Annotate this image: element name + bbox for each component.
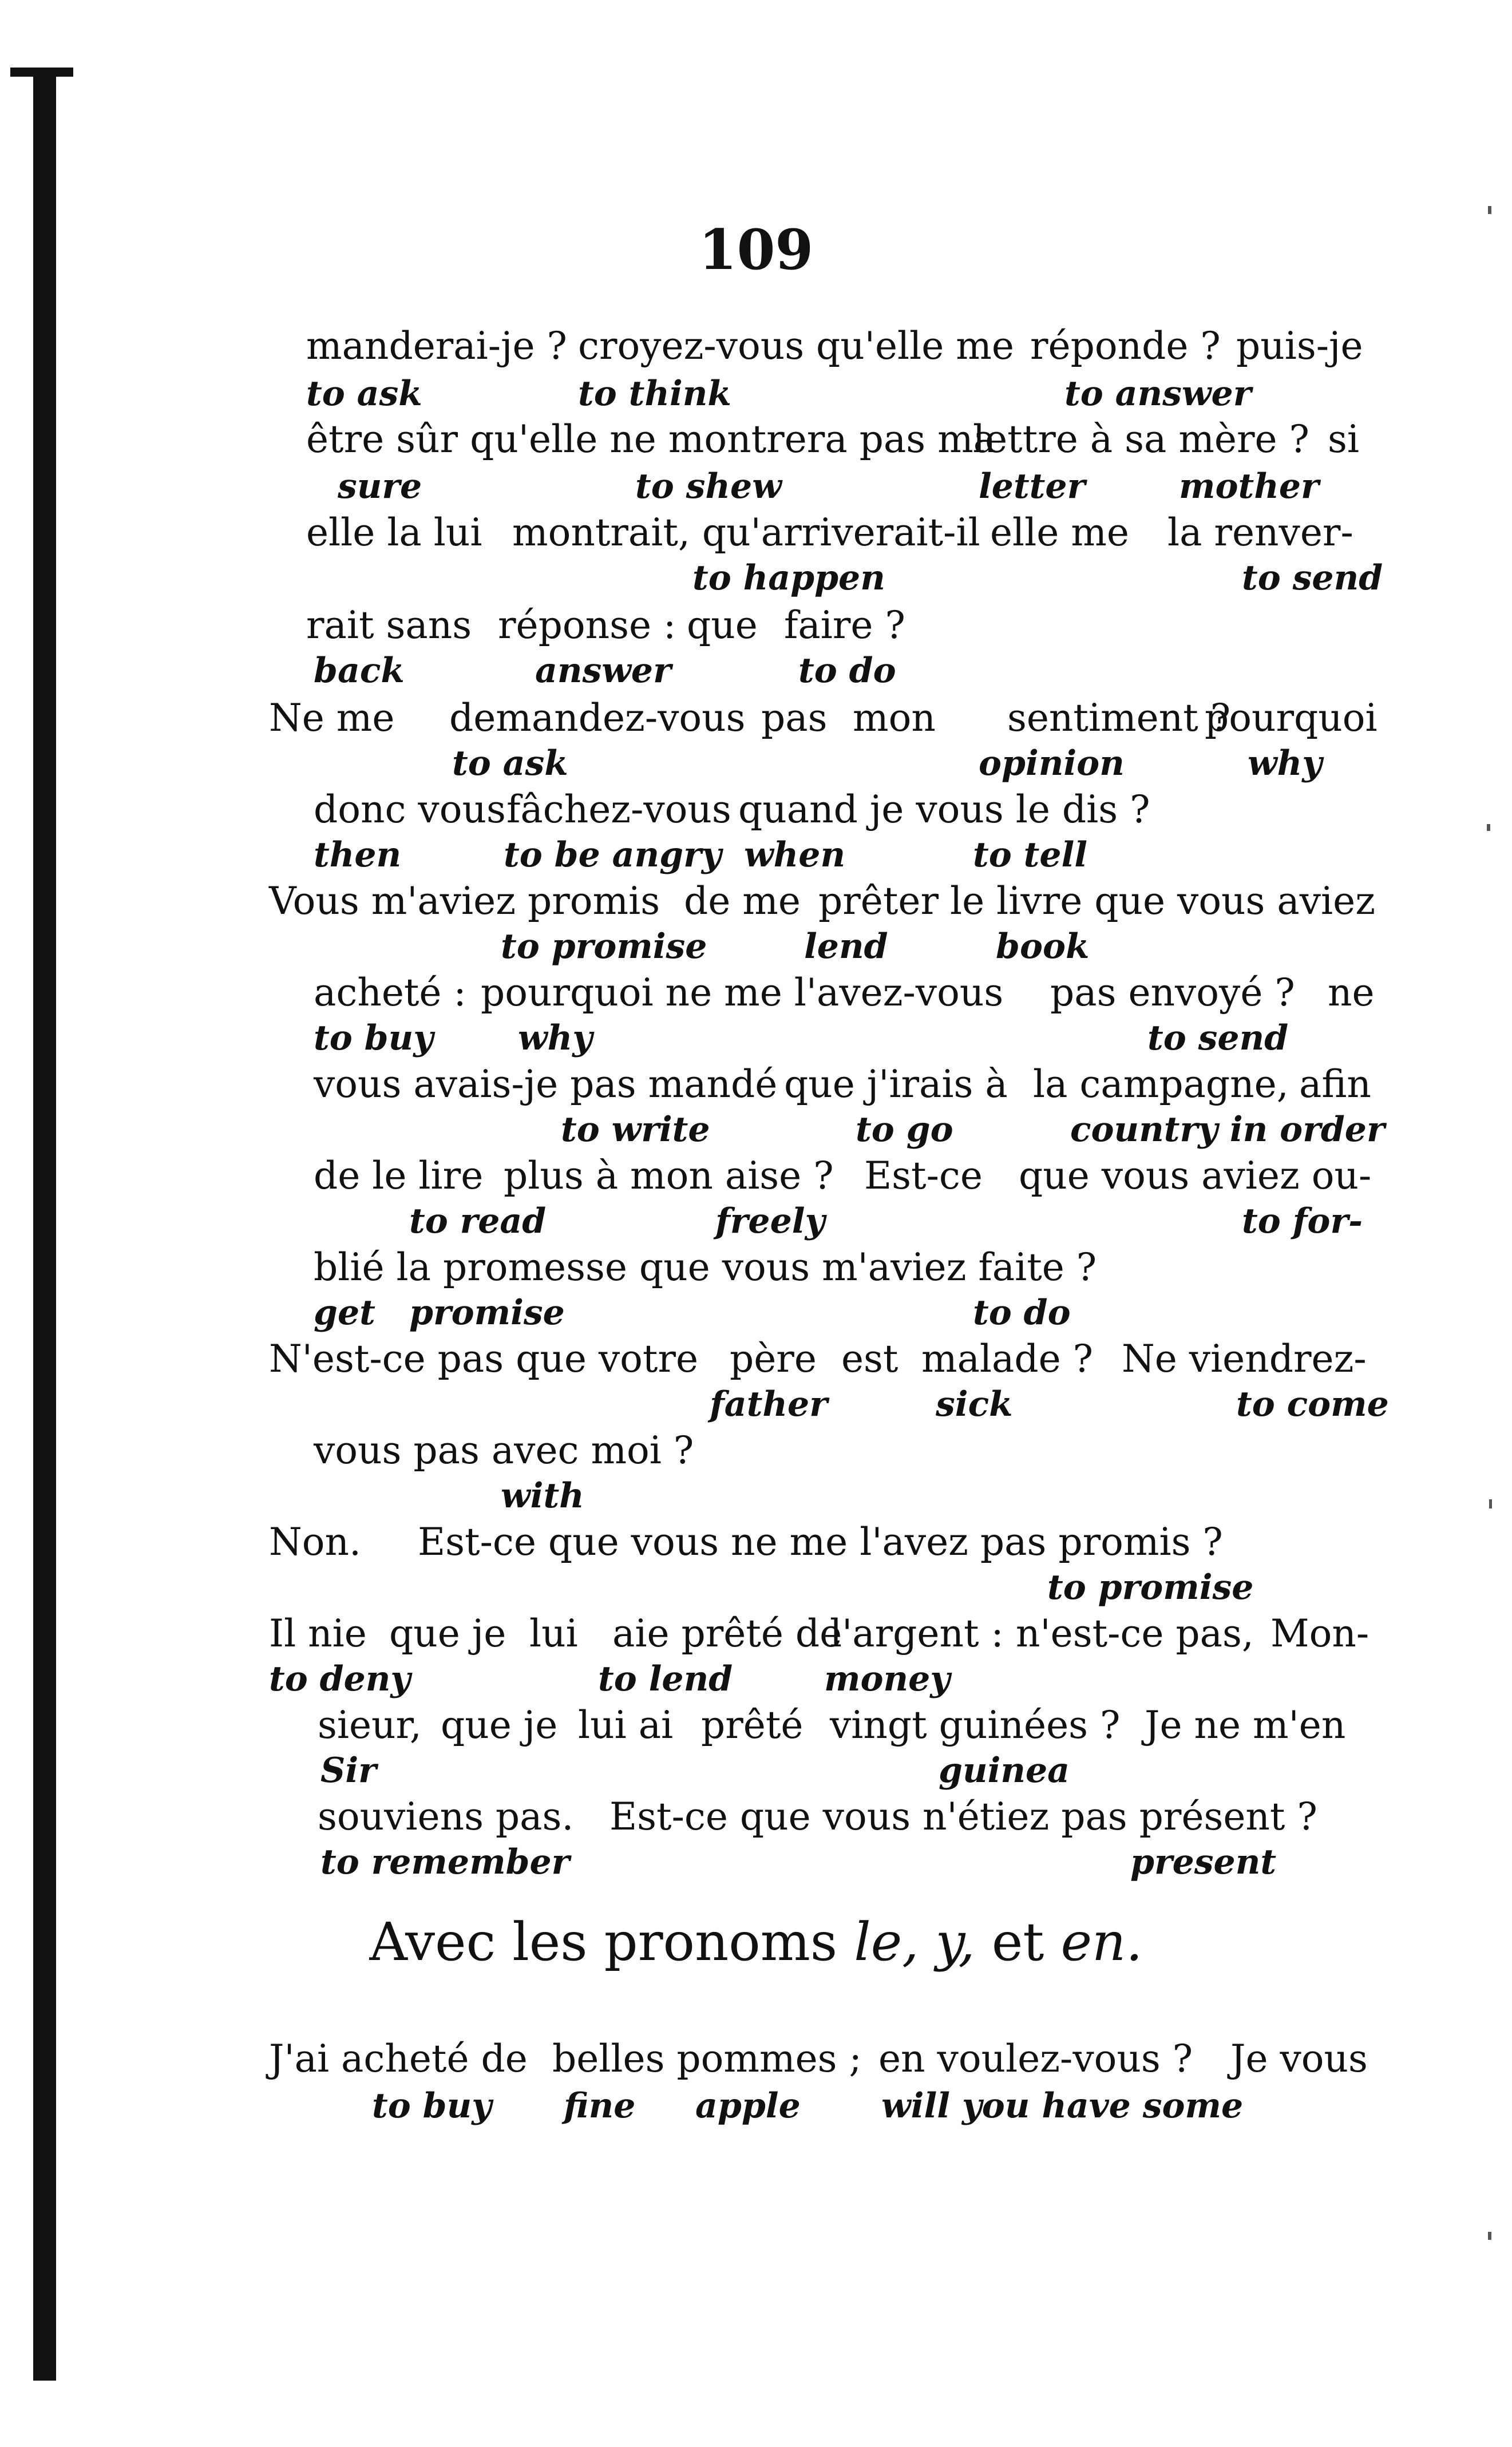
english-gloss: Sir xyxy=(320,1751,377,1791)
print-speck xyxy=(1488,2232,1491,2240)
french-text: pourquoi xyxy=(1205,696,1378,740)
french-text: sentiment ? xyxy=(1007,696,1231,740)
french-text: ne xyxy=(1328,971,1375,1015)
french-text: souviens pas. xyxy=(318,1795,574,1839)
heading-conjunction: et xyxy=(991,1911,1044,1973)
english-gloss: to ask xyxy=(306,374,422,414)
french-text: vous avais-je pas mandé xyxy=(314,1062,778,1106)
english-gloss: to for- xyxy=(1242,1201,1363,1241)
french-text: Je vous xyxy=(1230,2037,1368,2081)
french-text: Est-ce que vous ne me l'avez pas promis ? xyxy=(418,1520,1223,1564)
french-text: n'est-ce pas, xyxy=(1016,1611,1254,1656)
english-gloss: lend xyxy=(804,926,888,967)
english-gloss: fine xyxy=(564,2086,636,2126)
english-gloss: to promise xyxy=(501,926,707,967)
english-gloss: to do xyxy=(973,1293,1071,1333)
english-gloss: why xyxy=(1248,743,1323,783)
english-gloss: to promise xyxy=(1047,1567,1254,1607)
print-speck xyxy=(1488,206,1491,214)
french-text: Mon- xyxy=(1270,1611,1369,1656)
english-gloss: to shew xyxy=(635,466,782,506)
english-gloss: to send xyxy=(1242,558,1383,598)
french-text: de le lire xyxy=(314,1154,484,1198)
french-text: donc vous xyxy=(314,787,506,831)
french-text: pas envoyé ? xyxy=(1050,971,1295,1015)
print-speck xyxy=(1489,1499,1492,1508)
english-gloss: letter xyxy=(979,466,1086,506)
french-text: mon xyxy=(853,696,936,740)
heading-pronoun-le: le, xyxy=(854,1911,919,1973)
english-gloss: back xyxy=(314,651,405,691)
french-text: faire ? xyxy=(784,603,905,647)
french-text: elle me xyxy=(990,510,1129,555)
english-gloss: mother xyxy=(1179,466,1319,506)
french-text: afin xyxy=(1299,1062,1371,1106)
french-text: Ne viendrez- xyxy=(1122,1337,1367,1381)
french-text: puis-je xyxy=(1236,324,1363,368)
english-gloss: to buy xyxy=(372,2086,492,2126)
english-gloss: to send xyxy=(1147,1018,1289,1058)
english-gloss: to go xyxy=(856,1110,953,1150)
french-text: la campagne, xyxy=(1033,1062,1289,1106)
english-gloss: to come xyxy=(1236,1384,1389,1424)
english-gloss: to write xyxy=(561,1110,710,1150)
english-gloss: sure xyxy=(338,466,422,506)
english-gloss: to deny xyxy=(269,1659,411,1699)
french-text: pourquoi ne me l'avez-vous xyxy=(481,971,1004,1015)
french-text: plus à mon aise ? xyxy=(504,1154,834,1198)
heading-prefix: Avec les pronoms xyxy=(369,1911,838,1973)
french-text: sieur, xyxy=(318,1703,422,1747)
english-gloss: to think xyxy=(578,374,731,414)
french-text: vous pas avec moi ? xyxy=(314,1428,694,1472)
french-text: rait sans xyxy=(306,603,472,647)
french-text: acheté : xyxy=(314,971,466,1015)
french-text: Vous m'aviez promis xyxy=(269,879,660,923)
french-text: lui xyxy=(529,1611,578,1656)
french-text: réponse : xyxy=(498,603,676,647)
french-text: père xyxy=(730,1337,817,1381)
english-gloss: freely xyxy=(715,1201,825,1241)
french-text: Non. xyxy=(269,1520,361,1564)
english-gloss: opinion xyxy=(979,743,1125,783)
french-text: quand je vous le dis ? xyxy=(738,787,1150,831)
french-text: blié la promesse que vous m'aviez faite ? xyxy=(314,1245,1097,1289)
english-gloss: money xyxy=(824,1659,951,1699)
english-gloss: to do xyxy=(798,651,896,691)
french-text: être sûr qu'elle ne montrera pas ma xyxy=(306,417,996,461)
french-text: Je ne m'en xyxy=(1145,1703,1346,1747)
french-text: que je xyxy=(441,1703,558,1747)
french-text: Est-ce xyxy=(864,1154,983,1198)
english-gloss: to read xyxy=(409,1201,547,1241)
french-text: lettre à sa mère ? xyxy=(973,417,1309,461)
french-text: que vous aviez ou- xyxy=(1019,1154,1372,1198)
english-gloss: to lend xyxy=(598,1659,733,1699)
english-gloss: answer xyxy=(535,651,671,691)
french-text: la renver- xyxy=(1167,510,1353,555)
english-gloss: sick xyxy=(936,1384,1013,1424)
english-gloss: to answer xyxy=(1064,374,1252,414)
english-gloss: book xyxy=(996,926,1090,967)
english-gloss: with xyxy=(501,1476,584,1516)
french-text: que xyxy=(687,603,758,647)
english-gloss: to buy xyxy=(314,1018,434,1058)
french-text: prêté xyxy=(701,1703,804,1747)
french-text: lui ai xyxy=(578,1703,674,1747)
french-text: J'ai acheté de xyxy=(269,2037,528,2081)
french-text: belles pommes ; xyxy=(552,2037,862,2081)
french-text: est xyxy=(841,1337,899,1381)
french-text: Ne me xyxy=(269,696,395,740)
french-text: que j'irais à xyxy=(784,1062,1008,1106)
french-text: montrait, qu'arriverait-il xyxy=(512,510,980,555)
heading-pronoun-y: y, xyxy=(935,1911,975,1973)
english-gloss: to happen xyxy=(692,558,885,598)
french-text: demandez-vous xyxy=(449,696,746,740)
english-gloss: present xyxy=(1130,1842,1277,1882)
page-number: 109 xyxy=(698,217,814,282)
english-gloss: why xyxy=(518,1018,593,1058)
english-gloss: guinea xyxy=(939,1751,1070,1791)
english-gloss: to be angry xyxy=(504,835,722,875)
heading-pronoun-en: en. xyxy=(1060,1911,1143,1973)
french-text: de me xyxy=(684,879,801,923)
french-text: prêter xyxy=(818,879,939,923)
english-gloss: father xyxy=(710,1384,828,1424)
french-text: manderai-je ? xyxy=(306,324,567,368)
english-gloss: promise xyxy=(409,1293,565,1333)
english-gloss: to ask xyxy=(452,743,568,783)
english-gloss: get xyxy=(314,1293,375,1333)
french-text: le livre que vous aviez xyxy=(950,879,1375,923)
english-gloss: then xyxy=(314,835,402,875)
french-text: pas xyxy=(761,696,828,740)
french-text: l'argent : xyxy=(830,1611,1004,1656)
french-text: croyez-vous qu'elle me xyxy=(578,324,1014,368)
french-text: en voulez-vous ? xyxy=(878,2037,1193,2081)
french-text: aie prêté de xyxy=(612,1611,842,1656)
english-gloss: country in order xyxy=(1070,1110,1385,1150)
english-gloss: apple xyxy=(695,2086,801,2126)
english-gloss: to remember xyxy=(320,1842,570,1882)
french-text: N'est-ce pas que votre xyxy=(269,1337,699,1381)
french-text: Est-ce que vous n'étiez pas présent ? xyxy=(609,1795,1317,1839)
print-speck xyxy=(1487,824,1490,831)
french-text: elle la lui xyxy=(306,510,482,555)
french-text: malade ? xyxy=(921,1337,1094,1381)
french-text: Il nie xyxy=(269,1611,367,1656)
french-text: fâchez-vous xyxy=(506,787,731,831)
french-text: si xyxy=(1328,417,1359,461)
french-text: que je xyxy=(389,1611,506,1656)
french-text: vingt guinées ? xyxy=(830,1703,1121,1747)
english-gloss: will you have some xyxy=(881,2086,1244,2126)
english-gloss: when xyxy=(744,835,846,875)
english-gloss: to tell xyxy=(973,835,1088,875)
french-text: réponde ? xyxy=(1030,324,1221,368)
